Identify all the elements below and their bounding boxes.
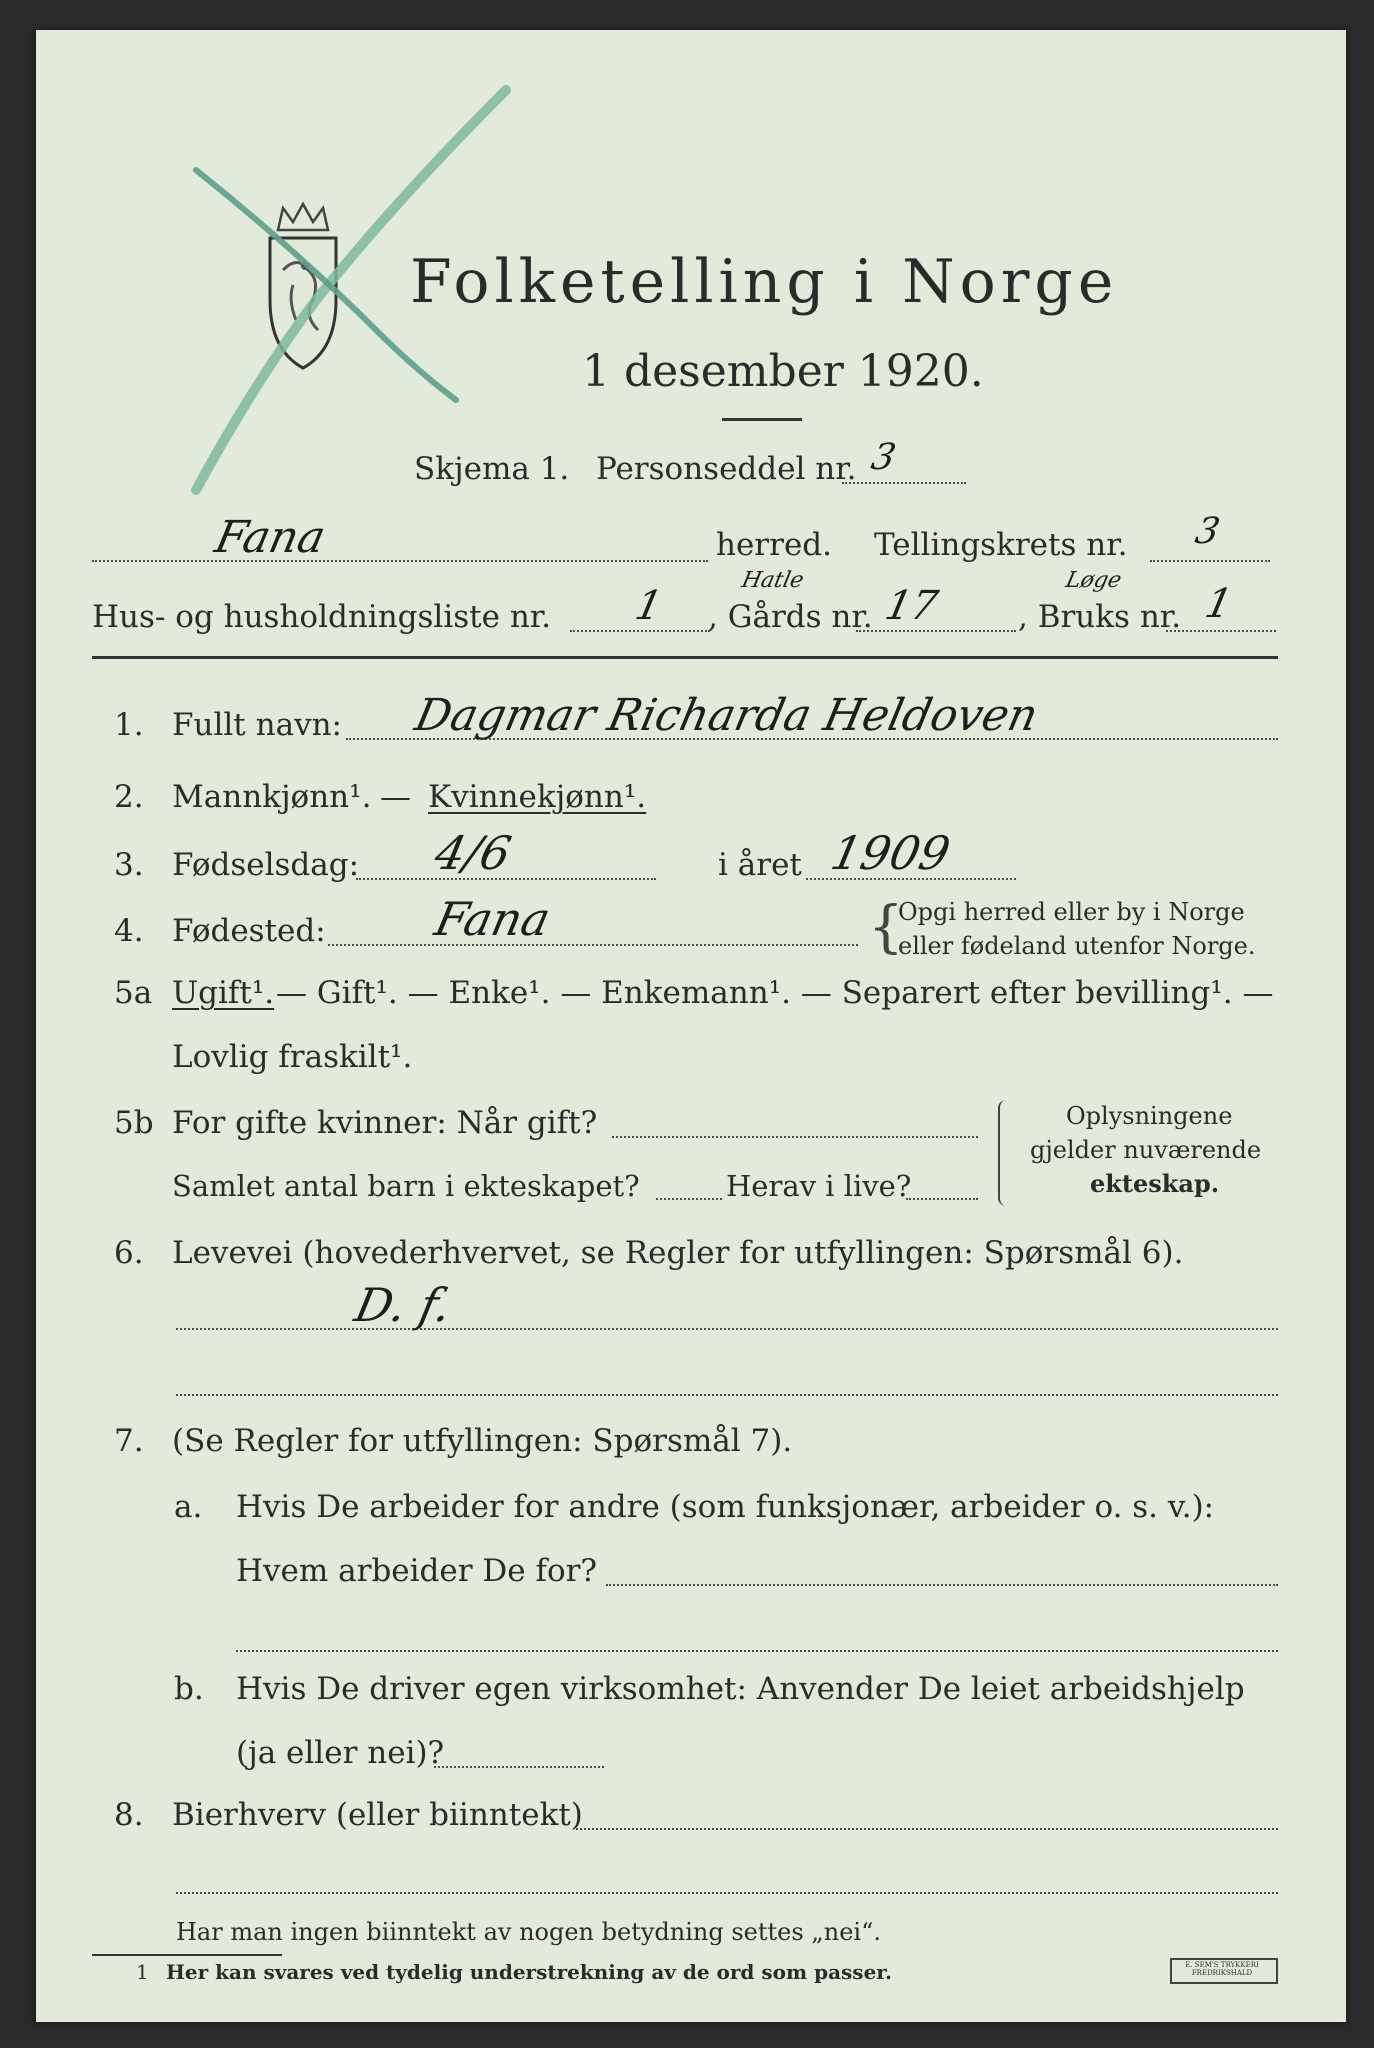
- q7b-line: [434, 1766, 604, 1768]
- footnote-number: 1: [136, 1960, 149, 1984]
- q4-note-1: Opgi herred eller by i Norge: [898, 898, 1245, 926]
- q4-note-2: eller fødeland utenfor Norge.: [898, 932, 1256, 960]
- q5b-note-3: ekteskap.: [1090, 1169, 1220, 1198]
- q5a-line-2: Lovlig fraskilt¹.: [172, 1039, 413, 1075]
- q7a-line-2-label: Hvem arbeider De for?: [236, 1553, 598, 1589]
- census-form: [36, 30, 1346, 2022]
- bruks-note: Løge: [1063, 568, 1124, 593]
- printer-mark-text: E. SEM'S TRYKKERI FREDRIKSHALD: [1185, 1961, 1259, 1977]
- q7a-line-2: [236, 1650, 1278, 1652]
- q4-line: [328, 944, 858, 946]
- q2-dash: —: [380, 779, 411, 815]
- q3-year-value: 1909: [826, 826, 955, 880]
- q4-number: 4.: [114, 913, 144, 949]
- tellingskrets-line: [1150, 560, 1270, 562]
- q3-label: Fødselsdag:: [172, 847, 360, 883]
- q6-line-1: [176, 1328, 1278, 1330]
- personseddel-value: 3: [867, 437, 900, 478]
- personseddel-line: [842, 482, 966, 484]
- q7-number: 7.: [114, 1423, 144, 1459]
- q8-label: Bierhverv (eller biinntekt): [172, 1797, 583, 1833]
- section-divider: [92, 656, 1278, 659]
- form-date: 1 desember 1920.: [582, 346, 984, 397]
- bruks-line: [1166, 630, 1276, 632]
- q2-number: 2.: [114, 779, 144, 815]
- form-title: Folketelling i Norge: [410, 247, 1119, 317]
- hus-label: Hus- og husholdningsliste nr.: [92, 599, 552, 635]
- q3-number: 3.: [114, 847, 144, 883]
- tellingskrets-label: Tellingskrets nr.: [874, 527, 1128, 563]
- bruks-label: , Bruks nr.: [1018, 599, 1182, 635]
- q4-brace: {: [868, 895, 904, 960]
- q8-line-1: [576, 1828, 1278, 1830]
- herred-value: Fana: [210, 512, 330, 563]
- q5b-label: For gifte kvinner: Når gift?: [172, 1105, 598, 1141]
- q6-label: Levevei (hovederhvervet, se Regler for utfyllingen: Spørsmål 6).: [172, 1235, 1184, 1271]
- q5b-alive-label: Herav i live?: [726, 1169, 912, 1203]
- q1-number: 1.: [114, 707, 144, 743]
- gards-label: , Gårds nr.: [708, 599, 873, 635]
- title-divider: [722, 418, 802, 421]
- gards-note: Hatle: [739, 568, 806, 593]
- footnote-rule: [92, 1954, 282, 1956]
- q2-female: Kvinnekjønn¹.: [428, 779, 647, 815]
- q4-label: Fødested:: [172, 913, 326, 949]
- q5a-ugift: Ugift¹.: [172, 975, 275, 1011]
- q5b-note-2: gjelder nuværende: [1030, 1136, 1262, 1164]
- q7a-text: Hvis De arbeider for andre (som funksjonær, arbeider o. s. v.):: [236, 1489, 1215, 1525]
- q7b-letter: b.: [174, 1671, 204, 1707]
- q8-number: 8.: [114, 1797, 144, 1833]
- q3-line: [356, 878, 656, 880]
- q6-value: D. f.: [350, 1278, 457, 1332]
- q3-year-label: i året: [718, 847, 802, 883]
- q5b-line-3: [906, 1198, 978, 1200]
- q7a-line-1: [606, 1584, 1278, 1586]
- bruks-value: 1: [1201, 581, 1237, 627]
- q5b-line-1: [612, 1136, 978, 1138]
- q7b-text: Hvis De driver egen virksomhet: Anvender De leiet arbeidshjelp: [236, 1671, 1245, 1707]
- gards-line: [856, 630, 1016, 632]
- q7-label: (Se Regler for utfyllingen: Spørsmål 7).: [172, 1423, 793, 1459]
- q7b-line-2-label: (ja eller nei)?: [236, 1735, 445, 1771]
- q5b-children-label: Samlet antal barn i ekteskapet?: [172, 1169, 640, 1203]
- q5b-note-1: Oplysningene: [1066, 1102, 1233, 1130]
- herred-label: herred.: [716, 527, 832, 563]
- q3-value: 4/6: [430, 826, 516, 880]
- gards-value: 17: [881, 583, 942, 629]
- q1-label: Fullt navn:: [172, 707, 342, 743]
- q2-male: Mannkjønn¹.: [172, 779, 372, 815]
- biinntekt-note: Har man ingen biinntekt av nogen betydning settes „nei“.: [176, 1918, 881, 1946]
- q5b-number: 5b: [114, 1105, 154, 1141]
- personseddel-label: Personseddel nr.: [596, 451, 857, 487]
- hus-value: 1: [631, 583, 667, 629]
- q7a-letter: a.: [174, 1489, 203, 1525]
- footnote-text: Her kan svares ved tydelig understrekning av de ord som passer.: [166, 1960, 892, 1984]
- q6-number: 6.: [114, 1235, 144, 1271]
- herred-line: [92, 560, 708, 562]
- hus-line: [570, 630, 710, 632]
- q5a-options: — Gift¹. — Enke¹. — Enkemann¹. — Separert efter bevilling¹. —: [276, 975, 1274, 1011]
- skjema-label: Skjema 1.: [414, 451, 570, 487]
- q1-value: Dagmar Richarda Heldoven: [410, 690, 1043, 741]
- q6-line-2: [176, 1394, 1278, 1396]
- q8-line-2: [176, 1892, 1278, 1894]
- q5a-number: 5a: [114, 975, 153, 1011]
- q5b-bracket: [998, 1100, 1010, 1206]
- q5b-line-2: [656, 1198, 722, 1200]
- tellingskrets-value: 3: [1191, 511, 1224, 552]
- q4-value: Fana: [430, 892, 556, 946]
